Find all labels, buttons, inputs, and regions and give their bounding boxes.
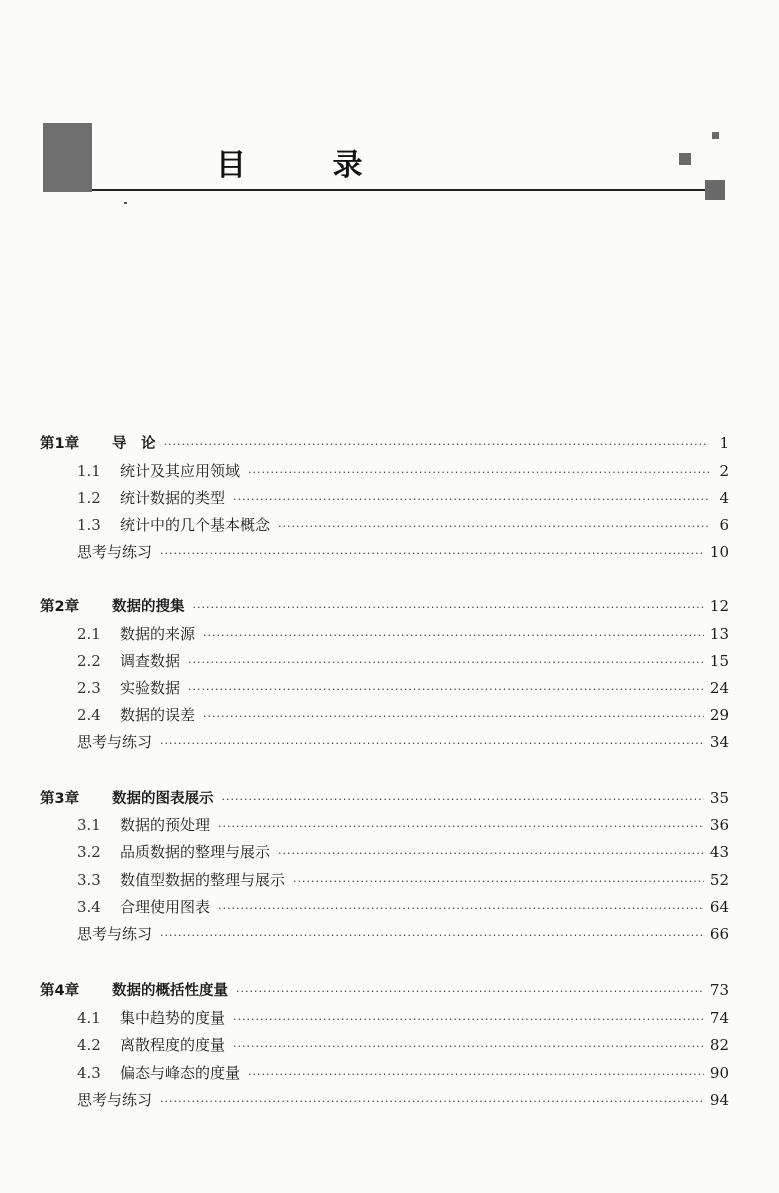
toc-page-number: 66 [709, 925, 729, 943]
toc-entry-number: 第1章 [40, 436, 80, 452]
toc-entry-title: 数据的概括性度量 [112, 983, 228, 999]
toc-page-number: 10 [709, 543, 729, 561]
toc-entry-number: 2.2 [77, 652, 101, 670]
toc-section-row[interactable] [77, 1061, 729, 1085]
toc-entry-title: 思考与练习 [77, 733, 153, 751]
header-rule [92, 189, 707, 191]
toc-section-row[interactable] [77, 703, 729, 727]
toc-page-number: 13 [709, 625, 729, 643]
dot-leader [233, 488, 709, 512]
dot-leader [218, 897, 704, 921]
toc-exercise-row[interactable] [77, 922, 729, 946]
toc-entry-title: 数据的来源 [120, 625, 196, 643]
dot-leader [160, 1090, 704, 1114]
toc-section-row[interactable] [77, 840, 729, 864]
dot-leader [203, 705, 704, 729]
toc-entry-number: 2.3 [77, 679, 101, 697]
toc-entry-title: 离散程度的度量 [120, 1036, 226, 1054]
dot-leader [164, 433, 710, 457]
toc-entry-number: 3.3 [77, 871, 101, 889]
toc-entry-title: 数据的预处理 [120, 816, 211, 834]
toc-page-number: 36 [709, 816, 729, 834]
dot-leader [233, 1035, 704, 1059]
toc-page-number: 35 [709, 789, 729, 807]
toc-page-number: 2 [719, 462, 729, 480]
toc-entry-number: 2.4 [77, 706, 101, 724]
dot-leader [160, 924, 704, 948]
toc-chapter-row[interactable] [40, 431, 729, 455]
dot-leader [293, 870, 704, 894]
dot-leader [236, 980, 704, 1004]
toc-entry-title: 统计及其应用领域 [120, 462, 241, 480]
toc-entry-title: 数据的图表展示 [112, 791, 214, 807]
toc-section-row[interactable] [77, 1033, 729, 1057]
toc-page-number: 74 [709, 1009, 729, 1027]
toc-entry-title: 偏态与峰态的度量 [120, 1064, 241, 1082]
toc-page-number: 12 [709, 597, 729, 615]
decorative-square [712, 132, 719, 139]
toc-section-row[interactable] [77, 649, 729, 673]
dot-leader [278, 842, 704, 866]
toc-entry-number: 1.3 [77, 516, 101, 534]
toc-chapter-row[interactable] [40, 786, 729, 810]
toc-section-row[interactable] [77, 676, 729, 700]
toc-entry-number: 4.3 [77, 1064, 101, 1082]
toc-entry-number: 第4章 [40, 983, 80, 999]
toc-entry-number: 3.4 [77, 898, 101, 916]
toc-page-number: 24 [709, 679, 729, 697]
toc-entry-number: 3.2 [77, 843, 101, 861]
toc-page-number: 34 [709, 733, 729, 751]
dot-leader [203, 624, 704, 648]
dot-leader [222, 788, 704, 812]
toc-entry-title: 思考与练习 [77, 543, 153, 561]
toc-entry-title: 思考与练习 [77, 1091, 153, 1109]
dot-leader [188, 678, 704, 702]
header-gray-block [43, 123, 92, 192]
toc-exercise-row[interactable] [77, 1088, 729, 1112]
toc-entry-number: 1.2 [77, 489, 101, 507]
toc-entry-number: 第2章 [40, 599, 80, 615]
decorative-square [679, 153, 691, 165]
toc-page-number: 29 [709, 706, 729, 724]
toc-entry-title: 导 论 [112, 436, 156, 452]
decorative-square [705, 180, 725, 200]
toc-chapter-row[interactable] [40, 978, 729, 1002]
toc-entry-title: 统计数据的类型 [120, 489, 226, 507]
toc-entry-number: 4.2 [77, 1036, 101, 1054]
toc-entry-number: 4.1 [77, 1009, 101, 1027]
dot-leader [160, 732, 704, 756]
dot-leader [160, 542, 704, 566]
toc-page-number: 90 [709, 1064, 729, 1082]
toc-page-number: 52 [709, 871, 729, 889]
toc-section-row[interactable] [77, 1006, 729, 1030]
toc-page-number: 82 [709, 1036, 729, 1054]
toc-exercise-row[interactable] [77, 730, 729, 754]
toc-page-number: 64 [709, 898, 729, 916]
dot-leader [278, 515, 709, 539]
toc-entry-title: 数据的搜集 [112, 599, 185, 615]
dot-leader [248, 1063, 704, 1087]
toc-exercise-row[interactable] [77, 540, 729, 564]
dot-leader [218, 815, 704, 839]
toc-page-number: 94 [709, 1091, 729, 1109]
toc-page-number: 1 [719, 434, 729, 452]
toc-entry-title: 数据的误差 [120, 706, 196, 724]
toc-page-number: 6 [719, 516, 729, 534]
dot-leader [233, 1008, 704, 1032]
toc-page-number: 73 [709, 981, 729, 999]
toc-section-row[interactable] [77, 513, 729, 537]
toc-section-row[interactable] [77, 459, 729, 483]
print-speck [124, 202, 127, 204]
toc-page-number: 43 [709, 843, 729, 861]
toc-entry-number: 2.1 [77, 625, 101, 643]
dot-leader [248, 461, 709, 485]
toc-entry-title: 品质数据的整理与展示 [120, 843, 271, 861]
dot-leader [188, 651, 704, 675]
toc-section-row[interactable] [77, 895, 729, 919]
toc-section-row[interactable] [77, 868, 729, 892]
toc-entry-title: 数值型数据的整理与展示 [120, 871, 286, 889]
toc-page-number: 15 [709, 652, 729, 670]
page-title: 目 录 [216, 148, 401, 183]
toc-section-row[interactable] [77, 813, 729, 837]
toc-section-row[interactable] [77, 486, 729, 510]
toc-entry-number: 第3章 [40, 791, 80, 807]
toc-entry-title: 集中趋势的度量 [120, 1009, 226, 1027]
toc-entry-title: 实验数据 [120, 679, 181, 697]
dot-leader [193, 596, 704, 620]
toc-entry-number: 3.1 [77, 816, 101, 834]
toc-entry-title: 统计中的几个基本概念 [120, 516, 271, 534]
toc-page-number: 4 [719, 489, 729, 507]
toc-entry-number: 1.1 [77, 462, 101, 480]
toc-entry-title: 思考与练习 [77, 925, 153, 943]
toc-entry-title: 调查数据 [120, 652, 181, 670]
toc-entry-title: 合理使用图表 [120, 898, 211, 916]
toc-chapter-row[interactable] [40, 594, 729, 618]
toc-section-row[interactable] [77, 622, 729, 646]
